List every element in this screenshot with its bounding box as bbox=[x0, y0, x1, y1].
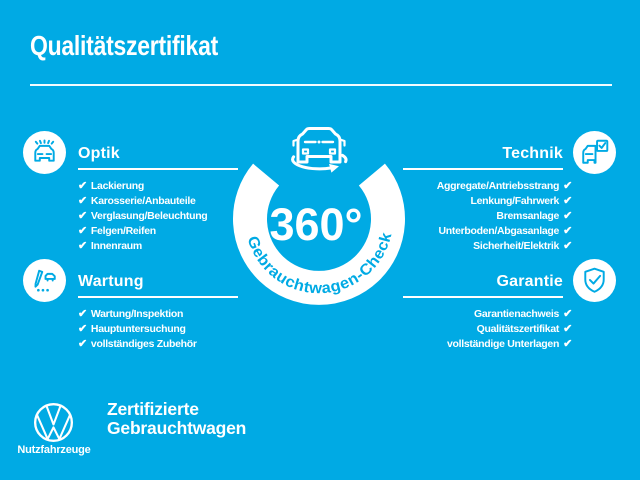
check-icon: ✔ bbox=[563, 323, 572, 335]
check-item-label: vollständiges Zubehör bbox=[90, 338, 197, 350]
check-item bbox=[78, 179, 238, 194]
360-check-badge bbox=[229, 109, 409, 309]
check-item bbox=[78, 209, 238, 224]
check-item bbox=[403, 194, 572, 209]
section-technik bbox=[403, 145, 572, 254]
check-item-label: vollständige Unterlagen bbox=[446, 338, 560, 350]
check-icon: ✔ bbox=[563, 180, 572, 192]
check-item bbox=[78, 194, 238, 209]
service-pen-icon bbox=[23, 259, 66, 302]
brand-name: Nutzfahrzeuge bbox=[17, 444, 91, 456]
vw-logo bbox=[33, 402, 74, 443]
check-item-label: Unterboden/Abgasanlage bbox=[438, 225, 560, 237]
check-item bbox=[403, 307, 572, 322]
footer-claim bbox=[107, 400, 246, 438]
check-item-label: Lenkung/Fahrwerk bbox=[470, 195, 560, 207]
page-title: Qualitätszertifikat bbox=[30, 30, 218, 61]
check-icon: ✔ bbox=[563, 210, 572, 222]
check-item-label: Innenraum bbox=[90, 240, 142, 252]
section-divider bbox=[403, 296, 563, 298]
section-divider bbox=[78, 296, 238, 298]
check-item bbox=[78, 307, 238, 322]
section-wartung-heading: Wartung bbox=[78, 273, 144, 290]
check-item-label: Lackierung bbox=[90, 180, 144, 192]
check-icon: ✔ bbox=[563, 308, 572, 320]
check-item-label: Felgen/Reifen bbox=[90, 225, 156, 237]
check-icon: ✔ bbox=[563, 195, 572, 207]
check-item bbox=[78, 224, 238, 239]
check-item bbox=[78, 322, 238, 337]
check-item-label: Karosserie/Anbauteile bbox=[90, 195, 196, 207]
claim-line-2: Gebrauchtwagen bbox=[107, 418, 247, 438]
optik-checklist bbox=[78, 179, 238, 254]
check-item bbox=[403, 239, 572, 254]
van-checklist-icon bbox=[573, 131, 616, 174]
section-optik-heading: Optik bbox=[78, 145, 120, 162]
check-icon: ✔ bbox=[563, 240, 572, 252]
check-item bbox=[78, 337, 238, 352]
garantie-checklist bbox=[403, 307, 572, 352]
check-item bbox=[403, 209, 572, 224]
360-degree-value: 360° bbox=[269, 199, 363, 250]
check-icon: ✔ bbox=[563, 338, 572, 350]
check-item-label: Wartung/Inspektion bbox=[90, 308, 184, 320]
car-front-icon bbox=[23, 131, 66, 174]
section-garantie-heading: Garantie bbox=[496, 273, 563, 290]
check-item bbox=[403, 224, 572, 239]
check-item-label: Qualitätszertifikat bbox=[476, 323, 560, 335]
check-icon: ✔ bbox=[78, 240, 87, 252]
check-item bbox=[403, 322, 572, 337]
check-item-label: Bremsanlage bbox=[496, 210, 560, 222]
section-optik bbox=[78, 145, 238, 254]
check-icon: ✔ bbox=[78, 195, 87, 207]
check-icon: ✔ bbox=[563, 225, 572, 237]
wartung-checklist bbox=[78, 307, 238, 352]
title-divider bbox=[30, 84, 612, 86]
section-garantie bbox=[403, 273, 572, 352]
claim-line-1: Zertifizierte bbox=[107, 399, 199, 419]
shield-check-icon bbox=[573, 259, 616, 302]
check-icon: ✔ bbox=[78, 308, 87, 320]
check-item-label: Garantienachweis bbox=[474, 308, 560, 320]
technik-checklist bbox=[403, 179, 572, 254]
check-icon: ✔ bbox=[78, 338, 87, 350]
section-divider bbox=[78, 168, 238, 170]
check-item-label: Verglasung/Beleuchtung bbox=[90, 210, 208, 222]
check-item-label: Sicherheit/Elektrik bbox=[473, 240, 560, 252]
ring-label-text: Gebrauchtwagen-Check bbox=[243, 230, 396, 298]
section-divider bbox=[403, 168, 563, 170]
check-item bbox=[403, 337, 572, 352]
check-item bbox=[403, 179, 572, 194]
check-item-label: Hauptuntersuchung bbox=[90, 323, 186, 335]
check-item-label: Aggregate/Antriebsstrang bbox=[436, 180, 560, 192]
section-technik-heading: Technik bbox=[502, 145, 563, 162]
check-icon: ✔ bbox=[78, 180, 87, 192]
check-item bbox=[78, 239, 238, 254]
check-icon: ✔ bbox=[78, 210, 87, 222]
check-icon: ✔ bbox=[78, 323, 87, 335]
check-icon: ✔ bbox=[78, 225, 87, 237]
van-360-rotation-icon bbox=[293, 129, 346, 173]
section-wartung bbox=[78, 273, 238, 352]
